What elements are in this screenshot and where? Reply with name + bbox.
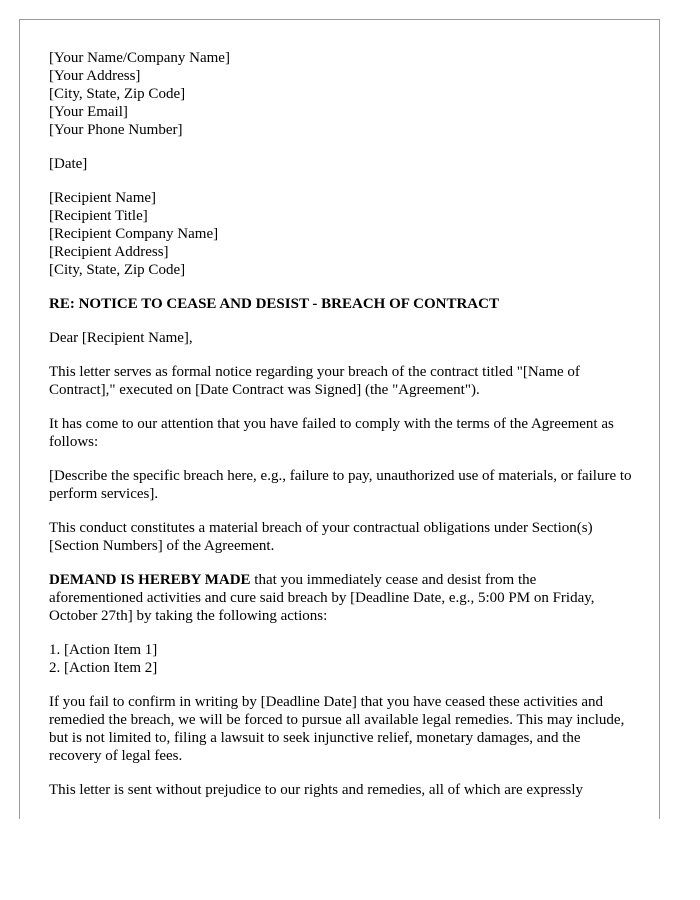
action-list <box>49 641 634 677</box>
demand-emphasis: DEMAND IS HEREBY MADE <box>49 572 251 588</box>
paragraph-material-breach: This conduct constitutes a material breach of your contractual obligations under Section(s) [Section Numbers] of the Agreement. <box>49 520 593 554</box>
action-item: 2. [Action Item 2] <box>49 660 158 676</box>
recipient-title: [Recipient Title] <box>49 208 148 224</box>
date-block <box>49 155 634 173</box>
sender-block <box>49 49 634 139</box>
action-item: 1. [Action Item 1] <box>49 642 158 658</box>
subject-line: RE: NOTICE TO CEASE AND DESIST - BREACH OF CONTRACT <box>49 296 499 312</box>
sender-name: [Your Name/Company Name] <box>49 50 230 66</box>
sender-phone: [Your Phone Number] <box>49 122 183 138</box>
paragraph-demand <box>49 571 634 625</box>
salutation: Dear [Recipient Name], <box>49 330 193 346</box>
letter-date: [Date] <box>49 156 88 172</box>
paragraph-consequences: If you fail to confirm in writing by [Deadline Date] that you have ceased these activities and remedied the breach, we will be forced to pursue all available legal remedies. This may include, but is not limited to, filing a lawsuit to seek injunctive relief, monetary damages, and the recovery of legal fees. <box>49 694 625 764</box>
recipient-block <box>49 189 634 279</box>
recipient-name: [Recipient Name] <box>49 190 157 206</box>
demand-text: that you immediately cease and desist from the aforementioned activities and cure said breach by [Deadline Date, e.g., 5:00 PM on Friday, October 27th] by taking the following actions: <box>49 572 595 624</box>
sender-address: [Your Address] <box>49 68 141 84</box>
sender-email: [Your Email] <box>49 104 128 120</box>
letter-body <box>49 49 634 815</box>
paragraph-breach-description: [Describe the specific breach here, e.g., failure to pay, unauthorized use of materials, or failure to perform services]. <box>49 468 632 502</box>
recipient-company: [Recipient Company Name] <box>49 226 219 242</box>
paragraph-attention: It has come to our attention that you have failed to comply with the terms of the Agreement as follows: <box>49 416 614 450</box>
sender-city-state-zip: [City, State, Zip Code] <box>49 86 186 102</box>
paragraph-notice: This letter serves as formal notice regarding your breach of the contract titled "[Name of Contract]," executed on [Date Contract was Signed] (the "Agreement"). <box>49 364 580 398</box>
paragraph-without-prejudice: This letter is sent without prejudice to our rights and remedies, all of which are expressly <box>49 782 584 798</box>
recipient-address: [Recipient Address] <box>49 244 169 260</box>
letter-page <box>19 19 660 819</box>
recipient-city-state-zip: [City, State, Zip Code] <box>49 262 186 278</box>
